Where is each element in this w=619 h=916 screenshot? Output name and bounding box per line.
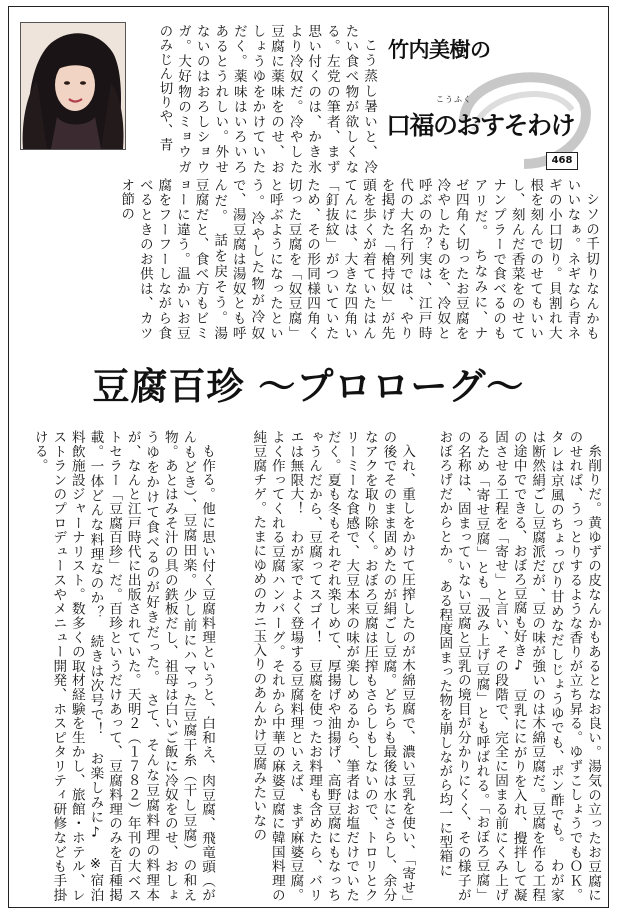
author-photo [20, 22, 126, 150]
article-column-2 [20, 178, 600, 340]
series-title: 口福のおすそわけ [386, 111, 575, 140]
article-paragraph: 糸削りだ。黄ゆずの皮なんかもあるとなお良い。湯気の立ったお豆腐にのせれば、うっとりするような香りが立ち昇る。ゆずこしょうでもＯＫ。タレは京風のちょっぴり甘めなだしじょうゆでも、ポン酢でも。 わが家は断然絹ごし豆腐派だが、豆の味が強いのは木綿豆腐だ。豆腐を作る工程の途中でできる、おぼろ豆腐も好き♪ 豆乳ににがりを入れ、攪拌して凝固させる工程を「寄せ」と言い、その段階で、完全に固まる前にくみ上げるため「寄せ豆腐」とも「汲み上げ豆腐」とも呼ばれる。「おぼろ豆腐」の名称は、固まっていない豆腐と豆乳の境目が分かりにくく、その様子がおぼろげだからとか。 ある程度固まった物を崩しながら均一に型箱に [436, 430, 601, 902]
article-paragraph: こう蒸し暑いと、冷たい食べ物が欲しくなる。左党の筆者、まず思い付くのは、かき氷より冷奴だ。冷やした豆腐に薬味をのせ、おしょうゆをかけていただく。薬味はいろいろあるとうれしい。外せないのはおろしショウガ。大好物のミョウガのみじん切りや、青 [156, 24, 377, 174]
series-ruby: こうふく [436, 95, 472, 104]
headline: 豆腐百珍 〜プロローグ〜 [92, 364, 525, 408]
series-title-block [386, 18, 592, 174]
author-name: 竹内美樹の [388, 38, 491, 62]
headline-band [8, 342, 609, 428]
issue-number: 468 [546, 152, 578, 170]
article-paragraph: 入れ、重しをかけて圧搾したのが木綿豆腐で、濃い豆乳を使い、「寄せ」の後でそのまま固めたのが絹ごし豆腐。どちらも最後は水にさらし、余分なアクを取り除く。おぼろ豆腐は圧搾もさらしもしないので、トロリとクリーミーな食感で、大豆本来の味が楽しめるから、筆者はお塩だけでいただく。夏も冬もそれぞれ楽しめて、厚揚げや油揚げ、高野豆腐にもなっちゃうんだから、豆腐ってスゴイ！ 豆腐を使ったお料理も含めたら、バリエは無限大！ わが家でよく登場する豆腐料理といえば、まず麻婆豆腐。よく作ってくれる豆腐ハンバーグ。それから中華の麻婆豆腐に韓国料理の純豆腐チゲ。たまにゆめのカニ玉入りのあんかけ豆腐みたいなの [250, 430, 415, 902]
article-column-4 [220, 430, 416, 902]
article-paragraph: も作る。他に思い付く豆腐料理というと、白和え、肉豆腐、飛竜頭（がんもどき）、豆腐田楽。少し前にハマった豆腐干糸（干し豆腐）の和え物。あとはみそ汁の具の鉄板だし、祖母は白いご飯に冷奴をのせ、おしょうゆをかけて食べるのが好きだった。 さて、そんな豆腐料理の料理本が、なんと江戸時代に出版されていた。天明２（１７８２）年刊の大ベストセラー「豆腐百珍」だ。百珍というだけあって、豆腐料理のみを百種掲載。一体どんな料理なのか？ 続きは次号で！ お楽しみに♪ ※宿泊料飲施設ジャーナリスト。数多くの取材経験を生かし、旅館・ホテル、レストランのプロデュースやメニュー開発、ホスピタリティ研修なども手掛ける。 [31, 430, 215, 902]
article-paragraph: シソの千切りなんかもいいなぁ。ネギなら青ネギの小口切り。貝割れ大根を刻んでのせてもいいし、刻んだ香菜をのせてナンプラーで食べるのもアリだ。 ちなみに、ナゼ四角く切ったお豆腐を冷やしたものを、冷奴と呼ぶのか？実は、江戸時代の大名行列では、やりを掲げた「槍持奴」が先頭を歩くが着ていたはんてんには、大きな四角い「釘抜紋」がついていたため、その形同様四角く切った豆腐を「奴豆腐」と呼ぶようになったという。冷やした物が冷奴で、湯豆腐は湯奴とも呼んだ。 話を戻そう。湯豆腐だと、食べ方もビミョーに違う。温かいお豆腐をフーフーしながら食べるときのお供は、カツオ節の [118, 178, 599, 340]
author-portrait-icon [21, 23, 125, 149]
article-column-1 [128, 24, 378, 174]
article-column-3 [420, 430, 602, 902]
article-column-5 [18, 430, 216, 902]
